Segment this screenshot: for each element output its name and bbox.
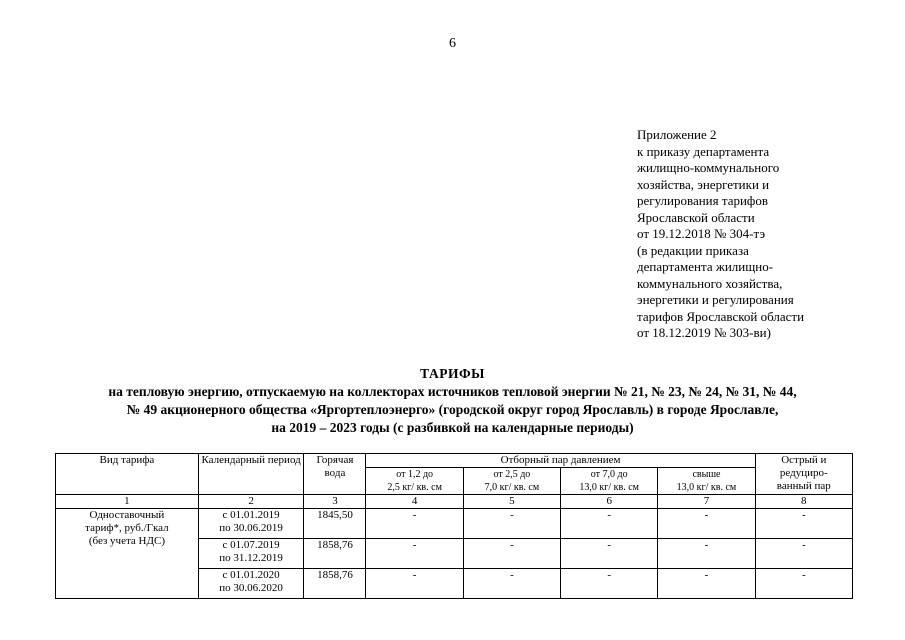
live-steam-value: - [755,509,852,539]
appendix-block [637,127,887,342]
hot-water-value: 1858,76 [304,539,366,569]
pressure-1-value: - [366,569,463,599]
header-period: Календарный период [198,454,304,495]
header-text: 13,0 кг/ кв. см [676,482,737,493]
header-pressure-3 [561,468,658,495]
header-water: Горячая вода [304,454,366,495]
heading-line: на 2019 – 2023 годы (с разбивкой на календарные периоды) [271,420,634,435]
hot-water-value: 1845,50 [304,509,366,539]
column-number: 3 [304,495,366,509]
header-steam-group: Отборный пар давлением [366,454,755,468]
pressure-2-value: - [463,509,560,539]
column-number: 5 [463,495,560,509]
header-text: 2,5 кг/ кв. см [387,482,442,493]
appendix-line: хозяйства, энергетики и [637,176,770,192]
header-text: 7,0 кг/ кв. см [484,482,540,493]
header-text: редуциро- [779,467,828,479]
header-text: 13,0 кг/ кв. см [579,482,639,493]
period-text: с 01.07.2019 [222,539,280,551]
appendix-line: Ярославской области [637,209,755,225]
pressure-1-value: - [366,539,463,569]
column-number: 4 [366,495,463,509]
appendix-line: тарифов Ярославской области [637,308,805,324]
appendix-line: жилищно-коммунального [637,160,780,175]
hot-water-value: 1858,76 [304,569,366,599]
pressure-2-value: - [463,539,560,569]
column-number: 2 [198,495,304,509]
header-kind: Вид тарифа [56,454,199,495]
pressure-4-value: - [658,509,755,539]
page-number: 6 [449,36,456,51]
period-cell [198,509,304,539]
pressure-4-value: - [658,569,755,599]
pressure-2-value: - [463,569,560,599]
column-number: 6 [561,495,658,509]
tariff-kind-text: (без учета НДС) [88,535,165,547]
appendix-line: Приложение 2 [637,127,717,142]
appendix-line: (в редакции приказа [637,242,749,258]
period-cell [198,539,304,569]
document-heading [0,365,905,437]
table-row [56,509,853,539]
period-text: по 30.06.2019 [219,522,283,534]
header-pressure-2 [463,468,560,495]
heading-title: ТАРИФЫ [420,366,485,381]
pressure-4-value: - [658,539,755,569]
appendix-line: к приказу департамента [637,143,770,159]
column-number: 7 [658,495,755,509]
header-text: свыше [692,469,721,480]
period-text: по 30.06.2020 [219,582,283,594]
header-pressure-1 [366,468,463,495]
column-number: 8 [755,495,852,509]
pressure-1-value: - [366,509,463,539]
tariff-kind-cell [56,509,199,599]
period-cell [198,569,304,599]
header-text: ванный пар [776,480,831,492]
header-pressure-4 [658,468,755,495]
period-text: с 01.01.2020 [222,569,280,581]
header-text: от 2,5 до [493,469,531,480]
live-steam-value: - [755,569,852,599]
period-text: по 31.12.2019 [219,552,283,564]
header-live-steam [755,454,852,495]
column-number-row [56,495,853,509]
appendix-line: департамента жилищно- [637,259,774,274]
header-text: Острый и [781,454,827,466]
pressure-3-value: - [561,509,658,539]
table-header-row [56,454,853,468]
appendix-line: от 19.12.2018 № 304-тэ [637,226,766,241]
column-number: 1 [56,495,199,509]
tariffs-table [55,453,853,599]
header-text: от 1,2 до [396,469,434,480]
header-text: от 7,0 до [590,469,628,480]
appendix-line: коммунального хозяйства, [637,275,783,291]
tariff-kind-text: Одноставочный [89,509,165,521]
live-steam-value: - [755,539,852,569]
heading-line: на тепловую энергию, отпускаемую на коллекторах источников тепловой энергии № 21, № 23, № 24, № 31, № 44, [108,384,797,399]
heading-line: № 49 акционерного общества «Яргортеплоэнерго» (городской округ город Ярославль) в городе Ярославле, [126,402,779,417]
appendix-line: энергетики и регулирования [637,292,794,307]
appendix-line: от 18.12.2019 № 303-ви) [637,325,771,340]
pressure-3-value: - [561,539,658,569]
tariff-kind-text: тариф*, руб./Гкал [85,522,169,534]
appendix-line: регулирования тарифов [637,193,768,208]
pressure-3-value: - [561,569,658,599]
period-text: с 01.01.2019 [222,509,280,521]
